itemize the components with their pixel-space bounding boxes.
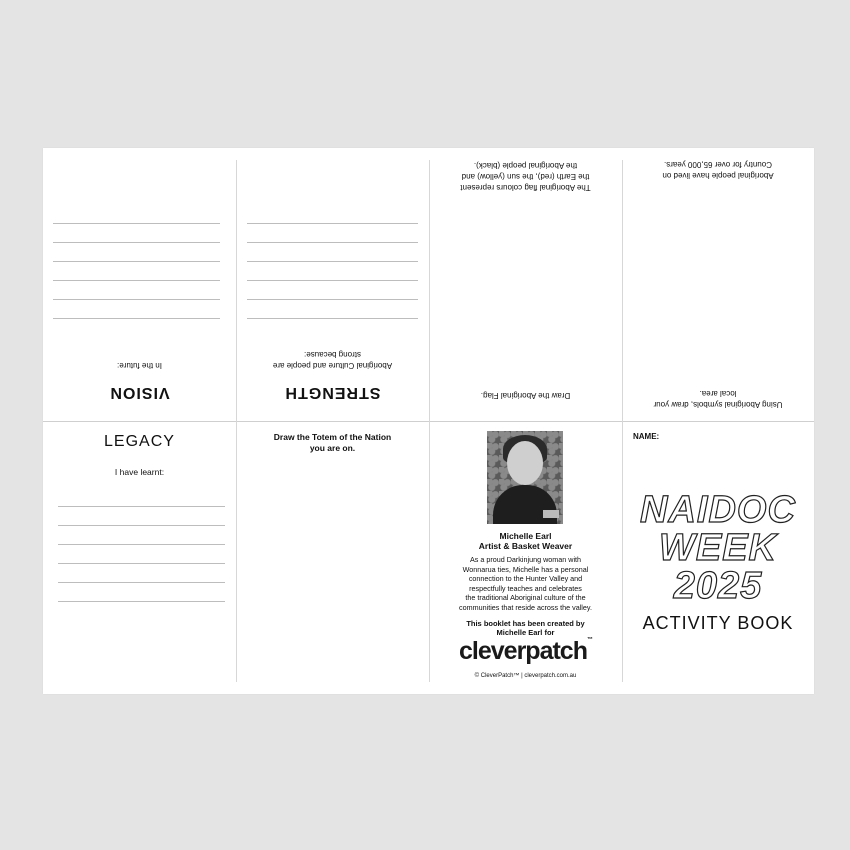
cover-title-year: 2025 [673,565,763,607]
legacy-panel [43,421,236,694]
vision-writing-lines[interactable] [53,223,220,337]
strength-writing-lines[interactable] [247,223,418,337]
strength-prompt: Aboriginal Culture and people are strong because: [272,350,393,370]
cleverpatch-logo: cleverpatch™ [459,637,592,665]
strength-title: STRENGTH [284,384,381,401]
legacy-writing-lines[interactable] [58,488,225,602]
vision-panel [43,148,236,421]
cover-panel [622,421,814,694]
cover-title-naidoc: NAIDOC [640,489,796,531]
activity-booklet-sheet [43,148,814,694]
artist-bio: As a proud Darkinjung woman with Wonnarua ties, Michelle has a personal connection to the Hunter Valley and respectfully teaches and celebrates the traditional Aboriginal culture of the communities that reside across the valley. [459,555,592,612]
artist-panel [429,421,622,694]
vision-prompt: In the future: [117,361,162,370]
flag-panel [429,148,622,421]
flag-fact: The Aboriginal flag colours represent the Earth (red), the sun (yellow) and the Aboriginal people (black). [460,161,591,192]
totem-instruction: Draw the Totem of the Nation you are on. [273,432,392,453]
symbols-panel [622,148,814,421]
vision-title: VISION [109,384,170,401]
strength-panel [236,148,429,421]
totem-panel [236,421,429,694]
artist-name-role: Michelle Earl Artist & Basket Weaver [478,531,573,551]
legacy-prompt: I have learnt: [114,467,165,477]
symbols-fact: Aboriginal people have lived on Country for over 65,000 years. [662,160,774,180]
cover-subtitle: ACTIVITY BOOK [642,613,794,633]
flag-instruction: Draw the Aboriginal Flag. [480,391,571,400]
symbols-instruction: Using Aboriginal symbols, draw your local area. [653,389,783,409]
created-by-text: This booklet has been created by Michelle Earl for [466,619,585,637]
name-label: NAME: [633,432,660,441]
copyright-text: © CleverPatch™ | cleverpatch.com.au [474,673,577,679]
artist-photo [487,431,563,524]
legacy-title: LEGACY [104,433,175,450]
cover-title-week: WEEK [659,527,777,569]
